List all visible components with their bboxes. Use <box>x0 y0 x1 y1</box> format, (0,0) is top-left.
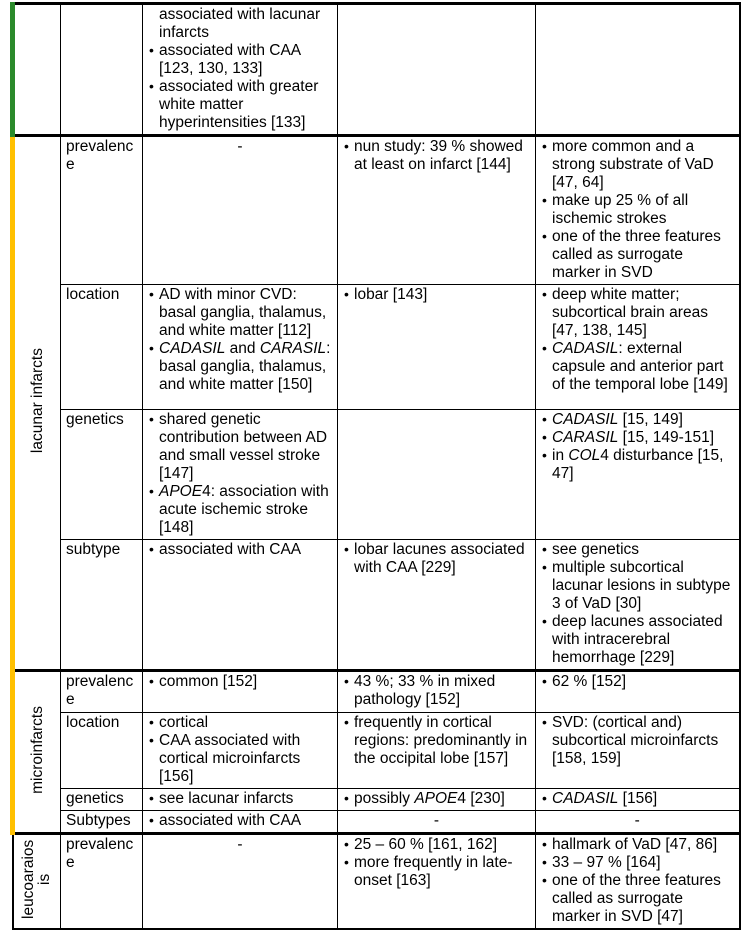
row-label: prevalence <box>61 136 143 285</box>
bullet-item: • make up 25 % of all ischemic strokes <box>540 192 735 228</box>
continuation-item: associated with lacunar infarcts <box>159 6 321 41</box>
row-label: location <box>61 713 143 789</box>
row-label: location <box>61 285 143 410</box>
table-cell <box>143 671 338 713</box>
table-cell <box>536 4 740 136</box>
table-cell <box>338 285 536 410</box>
table-row <box>13 4 740 136</box>
table-cell: - <box>143 834 338 930</box>
table-row <box>13 285 740 410</box>
bullet-item: • frequently in cortical regions: predominantly in the occipital lobe [157] <box>342 714 531 768</box>
table-cell <box>536 671 740 713</box>
bullet-item: • one of the three features called as surrogate marker in SVD <box>540 228 735 282</box>
paper-page <box>10 2 741 930</box>
section-label-microinfarcts <box>13 671 61 834</box>
bullet-item: • more common and a strong substrate of VaD [47, 64] <box>540 138 735 192</box>
section-label-lacunar-infarcts <box>13 136 61 671</box>
table-cell <box>143 410 338 540</box>
table-cell <box>338 540 536 671</box>
bullet-item: • 62 % [152] <box>540 673 735 691</box>
table-cell <box>338 834 536 930</box>
bullet-item: • CADASIL and CARASIL: basal ganglia, thalamus, and white matter [150] <box>147 340 333 394</box>
table-cell <box>143 811 338 834</box>
table-row <box>13 789 740 811</box>
table-cell <box>536 540 740 671</box>
table-cell <box>338 713 536 789</box>
table-cell <box>536 789 740 811</box>
section-label-text: microinfarcts <box>28 705 46 794</box>
bullet-item: • deep lacunes associated with intracerebral hemorrhage [229] <box>540 613 735 667</box>
bullet-item: • cortical <box>147 714 333 732</box>
table-cell <box>338 410 536 540</box>
table-cell <box>143 540 338 671</box>
comparison-table <box>10 2 741 930</box>
bullet-item: • common [152] <box>147 673 333 691</box>
table-row <box>13 410 740 540</box>
bullet-item: • CAA associated with cortical microinfarcts [156] <box>147 732 333 786</box>
table-cell <box>143 285 338 410</box>
bullet-item: • possibly APOE4 [230] <box>342 790 531 808</box>
row-label <box>61 4 143 136</box>
bullet-item: • deep white matter; subcortical brain areas [47, 138, 145] <box>540 286 735 340</box>
comparison-table-body <box>13 4 740 930</box>
table-row <box>13 834 740 930</box>
bullet-item: • see genetics <box>540 541 735 559</box>
table-cell: - <box>338 811 536 834</box>
bullet-item: • SVD: (cortical and) subcortical microinfarcts [158, 159] <box>540 714 735 768</box>
table-row <box>13 713 740 789</box>
table-cell <box>536 136 740 285</box>
bullet-item: • in COL4 disturbance [15, 47] <box>540 447 735 483</box>
bullet-item: • associated with CAA [123, 130, 133] <box>147 42 333 78</box>
table-cell <box>536 410 740 540</box>
table-cell <box>143 713 338 789</box>
bullet-item: • one of the three features called as surrogate marker in SVD [47] <box>540 872 735 926</box>
bullet-item: • 43 %; 33 % in mixed pathology [152] <box>342 673 531 709</box>
table-cell <box>338 789 536 811</box>
section-label-text: leucoaraiosis <box>19 839 53 919</box>
bullet-item: • CADASIL [15, 149] <box>540 411 735 429</box>
bullet-item: • see lacunar infarcts <box>147 790 333 808</box>
bullet-item: • CADASIL [156] <box>540 790 735 808</box>
bullet-item: • 25 – 60 % [161, 162] <box>342 836 531 854</box>
table-cell <box>338 136 536 285</box>
bullet-item: • hallmark of VaD [47, 86] <box>540 836 735 854</box>
row-label: Subtypes <box>61 811 143 834</box>
table-cell <box>143 4 338 136</box>
bullet-item: • shared genetic contribution between AD and small vessel stroke [147] <box>147 411 333 483</box>
section-label-text: lacunar infarcts <box>28 347 46 454</box>
table-cell <box>536 285 740 410</box>
bullet-item: • nun study: 39 % showed at least on infarct [144] <box>342 138 531 174</box>
section-label-leucoaraiosis <box>13 834 61 930</box>
row-label: prevalence <box>61 671 143 713</box>
table-cell: - <box>143 136 338 285</box>
bullet-item: • APOE4: association with acute ischemic stroke [148] <box>147 483 333 537</box>
row-label: prevalence <box>61 834 143 930</box>
bullet-item: • 33 – 97 % [164] <box>540 854 735 872</box>
bullet-item: • CADASIL: external capsule and anterior part of the temporal lobe [149] <box>540 340 735 394</box>
bullet-item: • associated with CAA <box>147 812 333 830</box>
bullet-item: • multiple subcortical lacunar lesions in subtype 3 of VaD [30] <box>540 559 735 613</box>
row-label: genetics <box>61 410 143 540</box>
row-label: subtype <box>61 540 143 671</box>
bullet-item: • lobar [143] <box>342 286 531 304</box>
bullet-item: • more frequently in late-onset [163] <box>342 854 531 890</box>
bullet-item: • lobar lacunes associated with CAA [229] <box>342 541 531 577</box>
table-row <box>13 540 740 671</box>
bullet-item: • CARASIL [15, 149-151] <box>540 429 735 447</box>
table-cell <box>338 4 536 136</box>
table-cell: - <box>536 811 740 834</box>
table-row <box>13 811 740 834</box>
bullet-item: • associated with CAA <box>147 541 333 559</box>
bullet-item: • AD with minor CVD: basal ganglia, thalamus, and white matter [112] <box>147 286 333 340</box>
table-cell <box>338 671 536 713</box>
table-cell <box>536 713 740 789</box>
bullet-item: • associated with greater white matter hyperintensities [133] <box>147 78 333 132</box>
table-cell <box>536 834 740 930</box>
section-label-continued <box>13 4 61 136</box>
table-row <box>13 136 740 285</box>
table-cell <box>143 789 338 811</box>
table-row <box>13 671 740 713</box>
row-label: genetics <box>61 789 143 811</box>
